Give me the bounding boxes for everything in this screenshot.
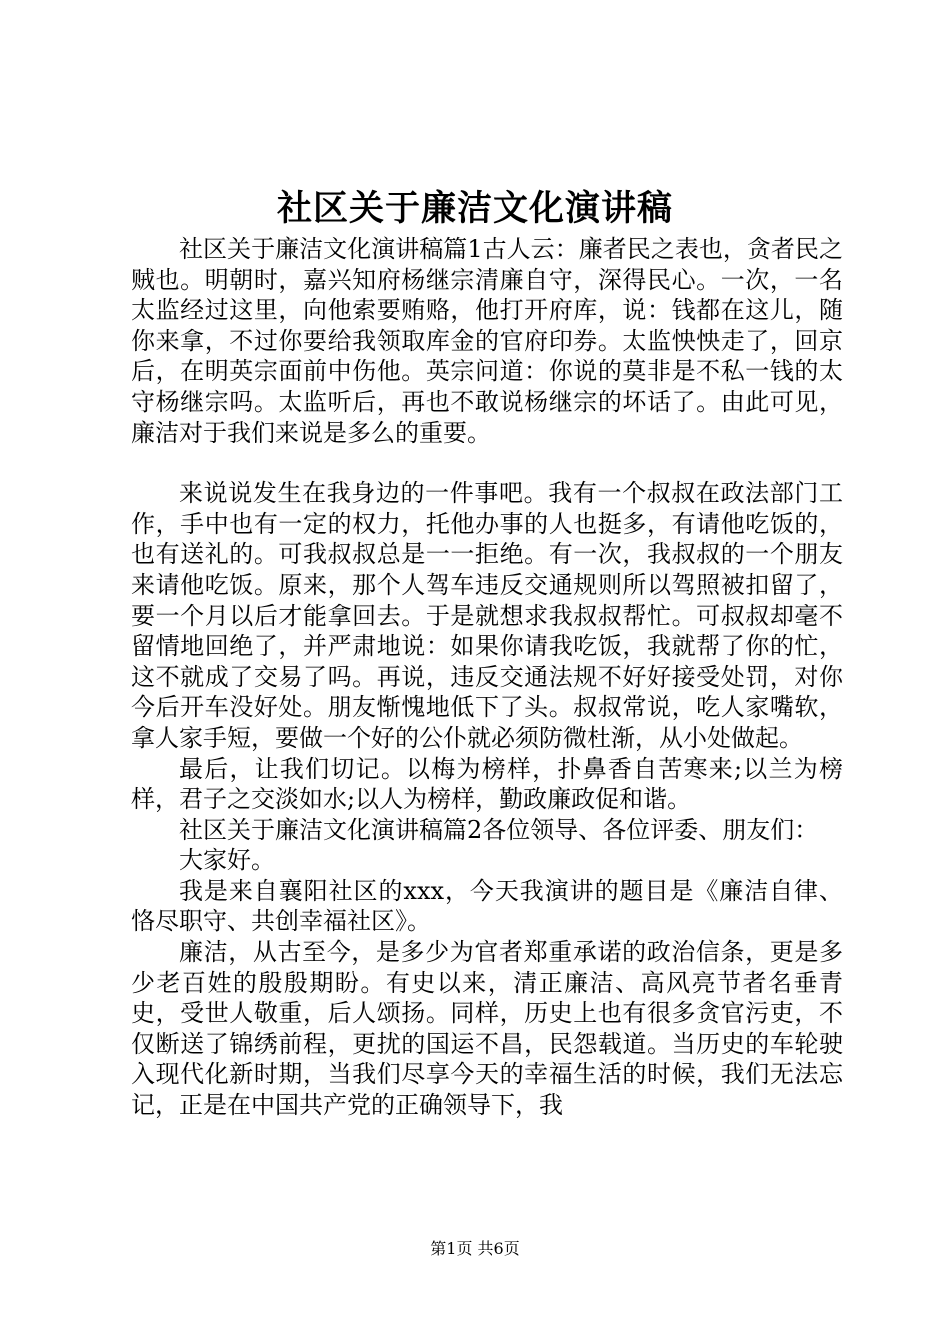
document-body	[131, 234, 843, 1121]
paragraph: 来说说发生在我身边的一件事吧。我有一个叔叔在政法部门工作，手中也有一定的权力，托他办事的人也挺多，有请他吃饭的，也有送礼的。可我叔叔总是一一拒绝。有一次，我叔叔的一个朋友来请他吃饭。原来，那个人驾车违反交通规则所以驾照被扣留了，要一个月以后才能拿回去。于是就想求我叔叔帮忙。可叔叔却毫不留情地回绝了，并严肃地说：如果你请我吃饭，我就帮了你的忙，这不就成了交易了吗。再说，违反交通法规不好好接受处罚，对你今后开车没好处。朋友惭愧地低下了头。叔叔常说，吃人家嘴软，拿人家手短，要做一个好的公仆就必须防微杜渐，从小处做起。	[131, 479, 843, 752]
document-title: 社区关于廉洁文化演讲稿	[276, 188, 673, 229]
paragraph: 社区关于廉洁文化演讲稿篇1古人云：廉者民之表也，贪者民之贼也。明朝时，嘉兴知府杨继宗清廉自守，深得民心。一次，一名太监经过这里，向他索要贿赂，他打开府库，说：钱都在这儿，随你来拿，不过你要给我领取库金的官府印券。太监怏怏走了，回京后，在明英宗面前中伤他。英宗问道：你说的莫非是不私一钱的太守杨继宗吗。太监听后，再也不敢说杨继宗的坏话了。由此可见，廉洁对于我们来说是多么的重要。	[131, 235, 843, 447]
paragraph: 大家好。	[179, 846, 275, 875]
paragraph: 廉洁，从古至今，是多少为官者郑重承诺的政治信条，更是多少老百姓的殷殷期盼。有史以来，清正廉洁、高风亮节者名垂青史，受世人敬重，后人颂扬。同样，历史上也有很多贪官污吏，不仅断送了锦绣前程，更扰的国运不昌，民怨载道。当历史的车轮驶入现代化新时期，当我们尽享今天的幸福生活的时候，我们无法忘记，正是在中国共产党的正确领导下，我	[131, 938, 843, 1120]
paragraph: 最后，让我们切记。以梅为榜样，扑鼻香自苦寒来;以兰为榜样，君子之交淡如水;以人为榜样，勤政廉政促和谐。	[131, 754, 843, 814]
page-footer: 第1页 共6页	[430, 1239, 520, 1258]
paragraph: 我是来自襄阳社区的xxx，今天我演讲的题目是《廉洁自律、恪尽职守、共创幸福社区》。	[131, 876, 843, 936]
paragraph: 社区关于廉洁文化演讲稿篇2各位领导、各位评委、朋友们：	[179, 815, 819, 844]
